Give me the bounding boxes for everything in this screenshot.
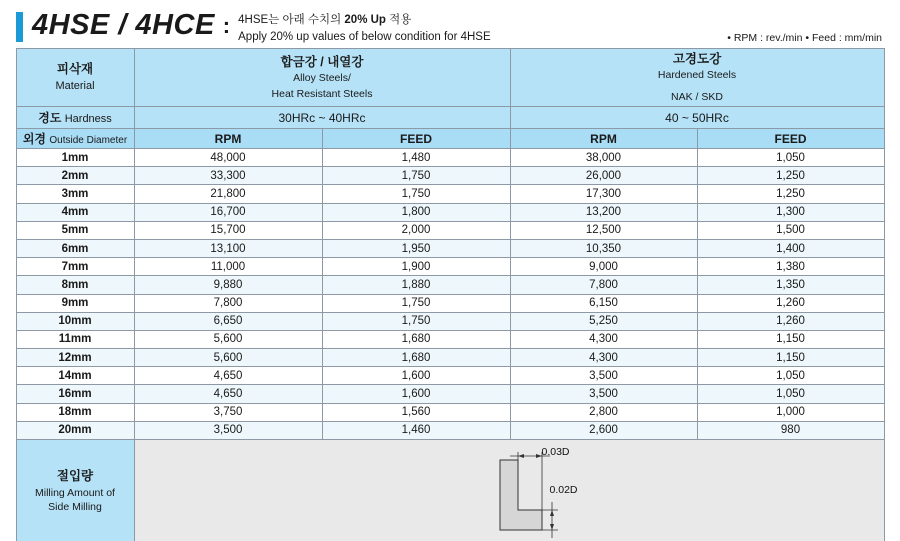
title-colon: : xyxy=(222,13,231,38)
cell-feed-alloy: 1,900 xyxy=(322,258,510,276)
hardness-label-cell xyxy=(16,107,134,129)
cell-feed-alloy: 1,460 xyxy=(322,421,510,439)
cell-rpm-alloy: 3,750 xyxy=(134,403,322,421)
col-header-feed-alloy: FEED xyxy=(322,129,510,149)
cell-rpm-alloy: 21,800 xyxy=(134,185,322,203)
cell-rpm-alloy: 7,800 xyxy=(134,294,322,312)
cell-rpm-hardened: 13,200 xyxy=(510,203,697,221)
cell-diameter: 18mm xyxy=(16,403,134,421)
milling-amount-label-cell xyxy=(16,440,134,541)
cell-rpm-hardened: 2,800 xyxy=(510,403,697,421)
cell-rpm-hardened: 10,350 xyxy=(510,239,697,257)
cell-rpm-alloy: 13,100 xyxy=(134,239,322,257)
material-header-cell xyxy=(16,49,134,107)
table-row xyxy=(16,258,884,276)
group-alloy-en2: Heat Resistant Steels xyxy=(271,87,373,100)
group-header-alloy xyxy=(134,49,510,107)
material-header-kr: 피삭재 xyxy=(56,62,94,77)
note-english: Apply 20% up values of below condition for 4HSE xyxy=(238,30,491,43)
cell-feed-alloy: 1,560 xyxy=(322,403,510,421)
cell-rpm-hardened: 12,500 xyxy=(510,221,697,239)
table-group-header-row xyxy=(16,49,884,107)
cell-rpm-alloy: 16,700 xyxy=(134,203,322,221)
cell-feed-hardened: 1,050 xyxy=(697,367,884,385)
cell-rpm-alloy: 6,650 xyxy=(134,312,322,330)
cell-diameter: 10mm xyxy=(16,312,134,330)
cell-diameter: 7mm xyxy=(16,258,134,276)
note-korean-emphasis: 20% Up xyxy=(344,14,386,26)
cell-diameter: 4mm xyxy=(16,203,134,221)
cell-feed-hardened: 1,250 xyxy=(697,185,884,203)
cell-feed-alloy: 1,680 xyxy=(322,330,510,348)
milling-amount-en1: Milling Amount of xyxy=(35,486,115,499)
group-alloy-kr: 합금강 / 내열강 xyxy=(280,55,364,70)
cell-rpm-hardened: 6,150 xyxy=(510,294,697,312)
note-korean-post: 적용 xyxy=(385,14,412,26)
cell-rpm-hardened: 4,300 xyxy=(510,349,697,367)
col-header-rpm-hardened: RPM xyxy=(510,129,697,149)
cell-feed-hardened: 1,400 xyxy=(697,239,884,257)
cell-diameter: 5mm xyxy=(16,221,134,239)
cell-diameter: 14mm xyxy=(16,367,134,385)
cell-rpm-alloy: 4,650 xyxy=(134,367,322,385)
workpiece-shape xyxy=(500,460,542,530)
table-row xyxy=(16,203,884,221)
cell-feed-hardened: 1,050 xyxy=(697,385,884,403)
unit-note: • RPM : rev./min • Feed : mm/min xyxy=(727,32,882,44)
cell-rpm-alloy: 9,880 xyxy=(134,276,322,294)
cell-rpm-alloy: 48,000 xyxy=(134,149,322,167)
table-row xyxy=(16,185,884,203)
group-hardened-en1: Hardened Steels xyxy=(657,68,737,81)
cell-rpm-alloy: 15,700 xyxy=(134,221,322,239)
side-milling-diagram xyxy=(480,448,710,538)
cell-feed-alloy: 1,680 xyxy=(322,349,510,367)
diagram-wrapper xyxy=(135,440,884,541)
hardness-label-en: Hardness xyxy=(64,113,112,125)
cell-feed-alloy: 2,000 xyxy=(322,221,510,239)
dim-side-arrow-top xyxy=(550,510,554,516)
cell-feed-hardened: 1,380 xyxy=(697,258,884,276)
table-column-header-row xyxy=(16,129,884,149)
cell-diameter: 2mm xyxy=(16,167,134,185)
cell-diameter: 6mm xyxy=(16,239,134,257)
milling-amount-kr: 절입량 xyxy=(56,469,94,484)
cell-feed-hardened: 1,260 xyxy=(697,312,884,330)
group-hardened-sub: NAK / SKD xyxy=(671,91,723,104)
group-alloy-en1: Alloy Steels/ xyxy=(293,72,351,85)
diagram-side-label: 0.02D xyxy=(549,484,578,496)
header-notes xyxy=(238,10,491,45)
outside-diameter-kr: 외경 xyxy=(22,132,47,146)
cell-diameter: 1mm xyxy=(16,149,134,167)
cell-diameter: 11mm xyxy=(16,330,134,348)
cell-rpm-hardened: 9,000 xyxy=(510,258,697,276)
table-row xyxy=(16,294,884,312)
cell-feed-alloy: 1,600 xyxy=(322,367,510,385)
cell-rpm-hardened: 26,000 xyxy=(510,167,697,185)
table-row xyxy=(16,421,884,439)
cell-feed-alloy: 1,600 xyxy=(322,385,510,403)
cell-feed-hardened: 1,350 xyxy=(697,276,884,294)
cell-feed-hardened: 980 xyxy=(697,421,884,439)
cell-feed-hardened: 1,000 xyxy=(697,403,884,421)
cell-feed-hardened: 1,050 xyxy=(697,149,884,167)
cell-feed-alloy: 1,750 xyxy=(322,294,510,312)
cell-feed-hardened: 1,250 xyxy=(697,167,884,185)
table-row xyxy=(16,367,884,385)
page-title: 4HSE / 4HCE xyxy=(32,9,215,41)
cell-diameter: 3mm xyxy=(16,185,134,203)
cell-feed-hardened: 1,150 xyxy=(697,349,884,367)
table-row xyxy=(16,349,884,367)
cell-feed-alloy: 1,800 xyxy=(322,203,510,221)
milling-diagram-cell xyxy=(134,440,884,541)
outside-diameter-en: Outside Diameter xyxy=(49,135,128,146)
hardness-label-kr: 경도 xyxy=(38,111,62,125)
diagram-svg xyxy=(480,448,710,538)
group-hardened-kr: 고경도강 xyxy=(672,51,722,66)
cell-feed-hardened: 1,260 xyxy=(697,294,884,312)
table-row xyxy=(16,276,884,294)
table-row xyxy=(16,149,884,167)
cell-feed-hardened: 1,150 xyxy=(697,330,884,348)
cell-feed-alloy: 1,750 xyxy=(322,185,510,203)
dim-side-arrow-bottom xyxy=(550,524,554,530)
table-row xyxy=(16,330,884,348)
table-row xyxy=(16,167,884,185)
cell-diameter: 12mm xyxy=(16,349,134,367)
table-hardness-row xyxy=(16,107,884,129)
table-row xyxy=(16,239,884,257)
note-korean-pre: 4HSE는 아래 수치의 xyxy=(238,14,345,26)
col-header-feed-hardened: FEED xyxy=(697,129,884,149)
material-header-en: Material xyxy=(55,79,95,92)
cell-diameter: 20mm xyxy=(16,421,134,439)
cell-feed-alloy: 1,750 xyxy=(322,312,510,330)
cell-feed-alloy: 1,880 xyxy=(322,276,510,294)
cell-feed-hardened: 1,500 xyxy=(697,221,884,239)
cell-rpm-hardened: 17,300 xyxy=(510,185,697,203)
table-row xyxy=(16,312,884,330)
note-korean xyxy=(238,12,491,29)
cell-rpm-hardened: 4,300 xyxy=(510,330,697,348)
accent-bar xyxy=(16,12,23,42)
page-header xyxy=(0,0,900,48)
col-header-rpm-alloy: RPM xyxy=(134,129,322,149)
cell-rpm-alloy: 33,300 xyxy=(134,167,322,185)
milling-amount-en2: Side Milling xyxy=(48,501,102,514)
cell-diameter: 16mm xyxy=(16,385,134,403)
table-row xyxy=(16,385,884,403)
cell-feed-alloy: 1,480 xyxy=(322,149,510,167)
table-row xyxy=(16,403,884,421)
cell-rpm-hardened: 3,500 xyxy=(510,385,697,403)
cell-rpm-alloy: 5,600 xyxy=(134,330,322,348)
cell-rpm-hardened: 5,250 xyxy=(510,312,697,330)
diagram-top-label: 0.03D xyxy=(541,446,570,458)
table-row xyxy=(16,221,884,239)
cell-rpm-hardened: 7,800 xyxy=(510,276,697,294)
cell-diameter: 8mm xyxy=(16,276,134,294)
dim-top-arrow-left xyxy=(518,454,524,458)
cell-rpm-alloy: 11,000 xyxy=(134,258,322,276)
outside-diameter-header xyxy=(16,129,134,149)
cell-rpm-alloy: 4,650 xyxy=(134,385,322,403)
table-footer-row xyxy=(16,440,884,541)
cell-feed-alloy: 1,950 xyxy=(322,239,510,257)
hardness-value-alloy: 30HRc ~ 40HRc xyxy=(134,107,510,129)
cell-feed-hardened: 1,300 xyxy=(697,203,884,221)
cell-rpm-hardened: 2,600 xyxy=(510,421,697,439)
cell-rpm-hardened: 38,000 xyxy=(510,149,697,167)
group-header-hardened xyxy=(510,49,884,107)
hardness-value-hardened: 40 ~ 50HRc xyxy=(510,107,884,129)
cell-feed-alloy: 1,750 xyxy=(322,167,510,185)
cell-diameter: 9mm xyxy=(16,294,134,312)
cell-rpm-hardened: 3,500 xyxy=(510,367,697,385)
cell-rpm-alloy: 5,600 xyxy=(134,349,322,367)
cutting-condition-table xyxy=(16,48,885,541)
cell-rpm-alloy: 3,500 xyxy=(134,421,322,439)
